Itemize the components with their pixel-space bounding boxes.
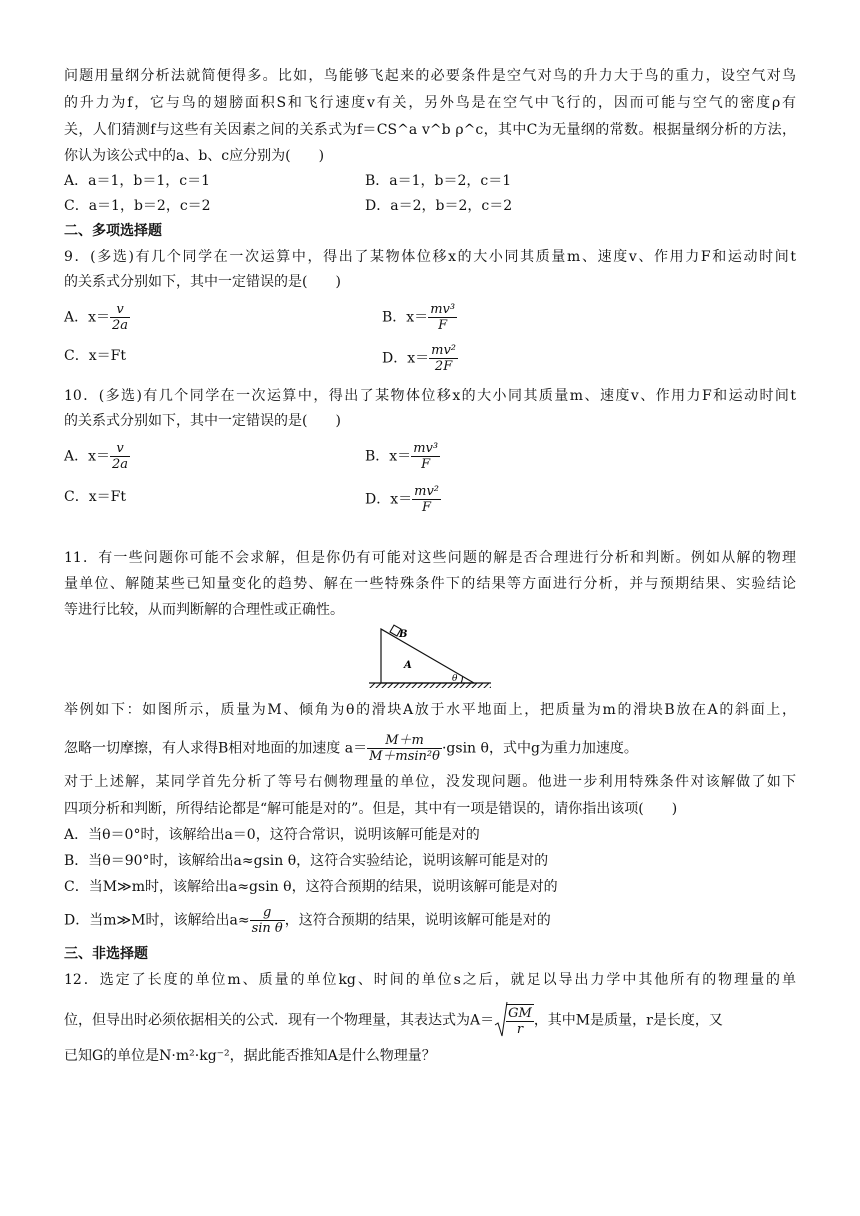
fraction-numerator: GM bbox=[508, 1006, 532, 1021]
q11-line1: 11．有一些问题你可能不会求解，但是你仍有可能对这些问题的解是否合理进行分析和判断。例如从解的物理 bbox=[64, 550, 796, 566]
q11-line7: 四项分析和判断，所得结论都是“解可能是对的”。但是，其中有一项是错误的，请你指出该项( ) bbox=[64, 801, 678, 817]
q8-line3: 关，人们猜测f与这些有关因素之间的关系式为f＝CS^a v^b ρ^c，其中C为无量纲的常数。根据量纲分析的方法， bbox=[64, 122, 796, 138]
fraction-numerator: v bbox=[110, 441, 130, 457]
q11-option-b[interactable]: B．当θ＝90°时，该解给出a≈gsin θ，这符合实验结论，说明该解可能是对的 bbox=[64, 853, 549, 869]
q11-option-d-fraction bbox=[250, 905, 285, 936]
q8-line4: 你认为该公式中的a、b、c应分别为( ) bbox=[64, 148, 325, 164]
q10-option-a-fraction bbox=[110, 441, 130, 472]
fraction-numerator: mv³ bbox=[413, 441, 439, 456]
q12-line3: 已知G的单位是N·m²·kg⁻²，据此能否推知A是什么物理量？ bbox=[64, 1048, 436, 1064]
q11-line3: 等进行比较，从而判断解的合理性或正确性。 bbox=[64, 602, 344, 618]
figure-label-a: A bbox=[404, 660, 412, 671]
q8-line2: 的升力为f，它与鸟的翅膀面积S和飞行速度v有关，另外鸟是在空气中飞行的，因而可能与空气的密度ρ有 bbox=[64, 95, 796, 111]
fraction-numerator: mv² bbox=[431, 343, 457, 358]
fraction-numerator: mv² bbox=[414, 484, 440, 499]
fraction-denominator: 2a bbox=[112, 318, 129, 333]
q8-option-b[interactable]: B．a＝1，b＝2，c＝1 bbox=[365, 173, 512, 189]
q11-option-d-suffix: ，这符合预期的结果，说明该解可能是对的 bbox=[284, 912, 551, 929]
q12-line1: 12．选定了长度的单位m、质量的单位kg、时间的单位s之后，就足以导出力学中其他所有的物理量的单 bbox=[64, 972, 796, 988]
q10-option-d[interactable] bbox=[365, 484, 441, 515]
q12-line2-prefix: 位，但导出时必须依据相关的公式．现有一个物理量，其表达式为A＝ bbox=[64, 1012, 495, 1029]
fraction-denominator: F bbox=[422, 500, 432, 515]
q9-option-a-label: A．x＝ bbox=[64, 309, 111, 326]
q11-line4: 举例如下：如图所示，质量为M、倾角为θ的滑块A放于水平地面上，把质量为m的滑块B放在A的斜面上， bbox=[64, 702, 796, 718]
q9-line2: 的关系式分别如下，其中一定错误的是( ) bbox=[64, 274, 341, 290]
q11-line5 bbox=[64, 733, 638, 764]
q8-line1: 问题用量纲分析法就简便得多。比如，鸟能够飞起来的必要条件是空气对鸟的升力大于鸟的重力，设空气对鸟 bbox=[64, 68, 796, 84]
q12-line2 bbox=[64, 1004, 723, 1037]
q10-option-b-fraction bbox=[411, 441, 440, 472]
sqrt-sign-icon bbox=[494, 1001, 508, 1039]
q11-line2: 量单位、解随某些已知量变化的趋势、解在一些特殊条件下的结果等方面进行分析，并与预期结果、实验结论 bbox=[64, 576, 796, 592]
q12-line2-suffix: ，其中M是质量，r是长度，又 bbox=[533, 1012, 723, 1029]
q10-option-b-label: B．x＝ bbox=[365, 448, 412, 465]
fraction-denominator: r bbox=[516, 1022, 524, 1037]
fraction-numerator: mv³ bbox=[430, 302, 456, 317]
q11-line6: 对于上述解，某同学首先分析了等号右侧物理量的单位，没发现问题。他进一步利用特殊条件对该解做了如下 bbox=[64, 774, 796, 790]
section-heading-multiple-choice: 二、多项选择题 bbox=[64, 223, 162, 239]
q9-option-d-fraction bbox=[429, 343, 458, 374]
q10-option-a-label: A．x＝ bbox=[64, 448, 111, 465]
q11-line5-prefix: 忽略一切摩擦，有人求得B相对地面的加速度 a＝ bbox=[64, 740, 368, 757]
fraction-numerator: g bbox=[250, 905, 285, 921]
fraction-denominator: sin θ bbox=[251, 921, 283, 936]
acceleration-fraction bbox=[367, 733, 442, 764]
q10-option-d-label: D．x＝ bbox=[365, 491, 413, 508]
q10-option-c[interactable]: C．x＝Ft bbox=[64, 489, 126, 505]
angle-arc bbox=[461, 677, 463, 684]
figure-label-b: B bbox=[399, 629, 408, 640]
fraction-numerator: M＋m bbox=[367, 733, 442, 749]
q10-option-a[interactable] bbox=[64, 441, 130, 472]
sqrt-fraction bbox=[506, 1004, 534, 1037]
q9-option-b[interactable] bbox=[382, 302, 457, 333]
q9-option-a[interactable] bbox=[64, 302, 130, 333]
figure-label-theta: θ bbox=[452, 674, 458, 684]
q10-option-b[interactable] bbox=[365, 441, 440, 472]
q10-line2: 的关系式分别如下，其中一定错误的是( ) bbox=[64, 413, 341, 429]
fraction-denominator: M＋msin²θ bbox=[369, 749, 440, 764]
q9-line1: 9．(多选)有几个同学在一次运算中，得出了某物体位移x的大小同其质量m、速度v、作用力F和运动时间t bbox=[64, 249, 796, 265]
fraction-denominator: 2a bbox=[112, 457, 129, 472]
ground-hatch bbox=[369, 683, 491, 688]
incline-figure bbox=[369, 623, 491, 691]
q11-line5-suffix: ·gsin θ，式中g为重力加速度。 bbox=[441, 740, 638, 757]
sqrt-expression bbox=[494, 1004, 534, 1037]
section-heading-non-choice: 三、非选择题 bbox=[64, 946, 148, 962]
q10-option-d-fraction bbox=[412, 484, 441, 515]
fraction-numerator: v bbox=[110, 302, 130, 318]
fraction-denominator: 2F bbox=[434, 359, 453, 374]
q9-option-b-fraction bbox=[428, 302, 457, 333]
q11-option-c[interactable]: C．当M≫m时，该解给出a≈gsin θ，这符合预期的结果，说明该解可能是对的 bbox=[64, 879, 558, 895]
q9-option-b-label: B．x＝ bbox=[382, 309, 429, 326]
q11-option-d[interactable] bbox=[64, 905, 551, 936]
wedge-a bbox=[381, 629, 474, 683]
q9-option-a-fraction bbox=[110, 302, 130, 333]
q9-option-d[interactable] bbox=[382, 343, 458, 374]
q8-option-d[interactable]: D．a＝2，b＝2，c＝2 bbox=[365, 198, 513, 214]
q10-line1: 10．(多选)有几个同学在一次运算中，得出了某物体位移x的大小同其质量m、速度v、作用力F和运动时间t bbox=[64, 388, 796, 404]
q11-option-d-label: D．当m≫M时，该解给出a≈ bbox=[64, 912, 250, 929]
q8-option-c[interactable]: C．a＝1，b＝2，c＝2 bbox=[64, 198, 211, 214]
q9-option-d-label: D．x＝ bbox=[382, 350, 430, 367]
fraction-denominator: F bbox=[438, 318, 448, 333]
q11-option-a[interactable]: A．当θ＝0°时，该解给出a＝0，这符合常识，说明该解可能是对的 bbox=[64, 827, 480, 843]
fraction-denominator: F bbox=[421, 457, 431, 472]
q9-option-c[interactable]: C．x＝Ft bbox=[64, 348, 126, 364]
q8-option-a[interactable]: A．a＝1，b＝1，c＝1 bbox=[64, 173, 210, 189]
